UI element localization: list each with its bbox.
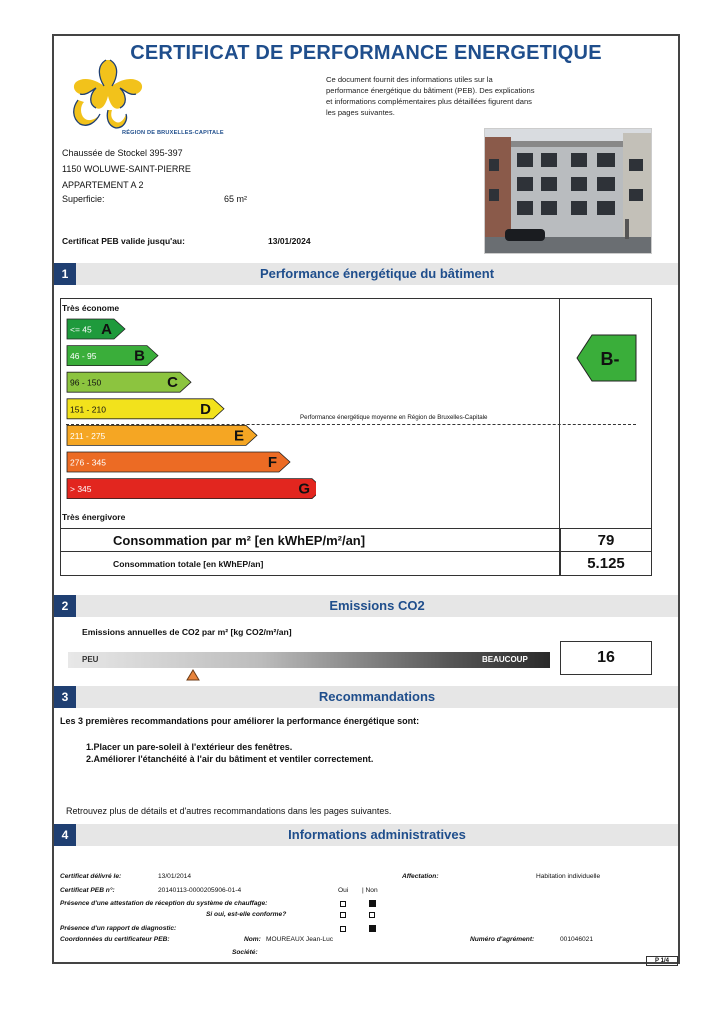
delivered-value: 13/01/2014 [158, 873, 192, 880]
section-2-number: 2 [54, 595, 76, 617]
recommendations-more: Retrouvez plus de détails et d'autres recommandations dans les pages suivantes. [66, 806, 392, 816]
energy-bar-range: > 345 [70, 484, 92, 495]
section-1-number: 1 [54, 263, 76, 285]
intro-text: Ce document fournit des informations utiles sur la performance énergétique du bâtiment (PEB). Des explications et informations complémentaires plus détaillées figurent dans les pages suivantes. [326, 75, 535, 117]
average-label: Performance énergétique moyenne en Région de Bruxelles-Capitale [300, 414, 488, 421]
affectation-value: Habitation individuelle [536, 873, 601, 880]
agrement-value: 001046021 [560, 936, 594, 943]
heating-attestation-label: Présence d'une attestation de réception du système de chauffage: [60, 900, 268, 907]
page-title: CERTIFICAT DE PERFORMANCE ENERGETIQUE [130, 42, 602, 64]
address-line2: 1150 WOLUWE-SAINT-PIERRE [62, 164, 191, 174]
energy-bar-range: 46 - 95 [70, 351, 97, 362]
energy-bar-letter: G [298, 480, 310, 498]
section-3-header [54, 686, 678, 708]
diagnostic-label: Présence d'un rapport de diagnostic: [60, 925, 177, 932]
bottom-scale-label: Très énergivore [62, 512, 126, 522]
affectation-label: Affectation: [402, 873, 439, 880]
co2-high-label: BEAUCOUP [482, 655, 528, 664]
agrement-label: Numéro d'agrément: [470, 936, 535, 943]
section-3-title: Recommandations [318, 689, 436, 704]
iris-logo-icon [66, 56, 158, 134]
energy-bar-range: <= 45 [70, 324, 92, 335]
energy-bar-letter: A [101, 321, 112, 338]
validity-label: Certificat PEB valide jusqu'au: [62, 236, 185, 246]
certificate-number-label: Certificat PEB n°: [60, 887, 115, 894]
co2-gradient-bar [68, 652, 550, 668]
rating-letter: B- [600, 349, 620, 369]
heating-non-checkbox [369, 900, 376, 907]
diagnostic-oui-checkbox [340, 926, 346, 932]
co2-value: 16 [560, 641, 652, 675]
section-1-header [54, 263, 678, 285]
consumption-total-row [60, 551, 652, 576]
co2-label: Emissions annuelles de CO2 par m² [kg CO2/m²/an] [82, 627, 292, 637]
conform-oui-checkbox [340, 912, 346, 918]
rating-arrow [576, 334, 638, 382]
energy-bar-letter: B [134, 347, 145, 365]
energy-bar-g [67, 479, 316, 499]
validity-date: 13/01/2024 [268, 236, 311, 246]
energy-bar-range: 96 - 150 [70, 377, 102, 388]
energy-bar-letter: F [267, 454, 277, 471]
societe-label: Société: [232, 949, 258, 956]
oui-header: Oui [338, 887, 349, 894]
name-label: Nom: [244, 936, 261, 943]
average-line [66, 424, 636, 425]
heating-oui-checkbox [340, 901, 346, 907]
non-header: | Non [362, 887, 378, 894]
consumption-m2-value: 79 [597, 531, 615, 549]
energy-bar-letter: C [167, 374, 178, 392]
surface-label: Superficie: [62, 194, 105, 204]
surface-value: 65 m² [224, 194, 248, 204]
delivered-label: Certificat délivré le: [60, 873, 122, 880]
section-1-title: Performance énergétique du bâtiment [259, 266, 495, 281]
region-name: RÉGION DE BRUXELLES-CAPITALE [122, 130, 224, 136]
section-4-number: 4 [54, 824, 76, 846]
address-line3: APPARTEMENT A 2 [62, 180, 144, 190]
address-line1: Chaussée de Stockel 395-397 [62, 148, 183, 158]
consumption-m2-label: Consommation par m² [en kWhEP/m²/an] [113, 532, 366, 548]
certifier-coords-label: Coordonnées du certificateur PEB: [60, 936, 170, 943]
name-value: MOUREAUX Jean-Luc [266, 936, 334, 943]
energy-bar-range: 276 - 345 [70, 457, 106, 468]
energy-bar-letter: E [233, 427, 244, 445]
recommendation-item: 2.Améliorer l'étanchéité à l'air du bâtiment et ventiler correctement. [86, 754, 374, 764]
section-3-number: 3 [54, 686, 76, 708]
consumption-total-value: 5.125 [587, 555, 625, 572]
consumption-total-label: Consommation totale [en kWhEP/an] [113, 558, 264, 569]
co2-marker-icon [186, 669, 200, 681]
recommendations-intro: Les 3 premières recommandations pour améliorer la performance énergétique sont: [60, 716, 420, 726]
energy-bar-letter: D [200, 400, 211, 418]
top-scale-label: Très économe [62, 303, 120, 313]
section-2-title: Emissions CO2 [329, 598, 425, 613]
section-4-title: Informations administratives [288, 827, 466, 842]
conform-label: Si oui, est-elle conforme? [206, 911, 287, 918]
energy-bars [66, 318, 316, 508]
building-photo [484, 128, 652, 254]
consumption-m2-row [60, 528, 652, 552]
building-image-icon [485, 129, 651, 253]
energy-bar-range: 211 - 275 [70, 430, 106, 441]
recommendation-item: 1.Placer un pare-soleil à l'extérieur des fenêtres. [86, 742, 293, 752]
diagnostic-non-checkbox [369, 925, 376, 932]
section-2-header [54, 595, 678, 617]
energy-bar-range: 151 - 210 [70, 404, 106, 415]
section-4-header [54, 824, 678, 846]
page-number: P 1/4 [646, 956, 678, 966]
co2-low-label: PEU [82, 655, 99, 664]
conform-non-checkbox [369, 912, 375, 918]
certificate-number-value: 20140113-0000205906-01-4 [158, 887, 242, 894]
